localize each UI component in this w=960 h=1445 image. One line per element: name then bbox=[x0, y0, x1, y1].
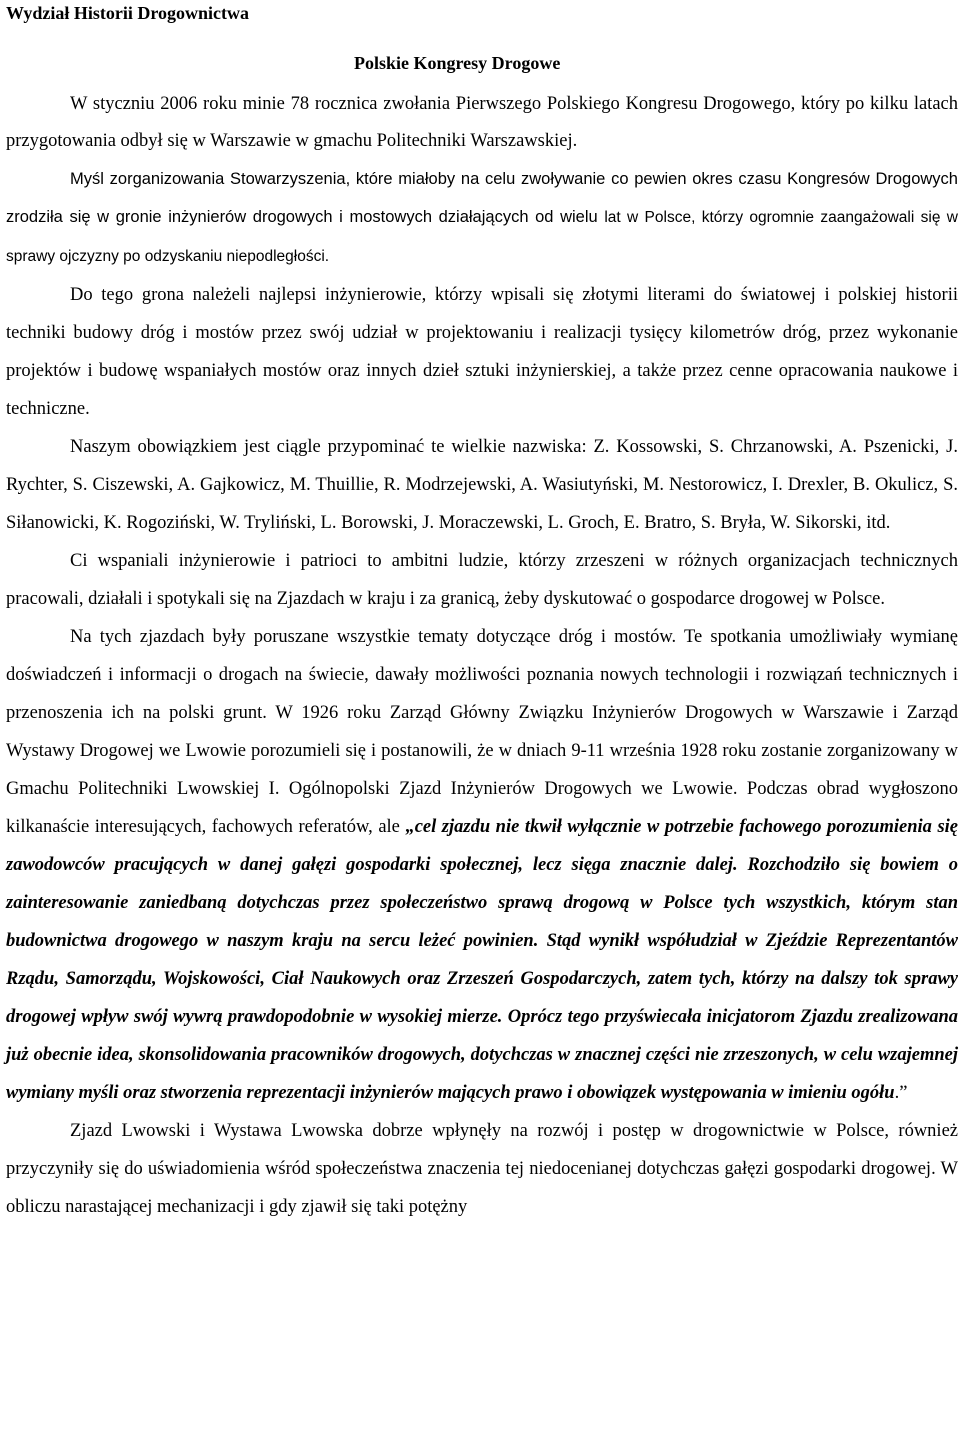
paragraph-congress-intro: Na tych zjazdach były poruszane wszystkie tematy dotyczące dróg i mostów. Te spotkania umożliwiały wymianę doświadczeń i informacji o drogach na świecie, dawały możliwości poznania nowych technologii i rozwiązań technicznych i przenoszenia ich na polski grunt. W 1926 roku Zarząd Główny Związku Inżynierów Drogowych w Warszawie i Zarząd Wystawy Drogowej we Lwowie porozumieli się i postanowili, że w dniach 9-11 września 1928 roku zostanie zorganizowany w Gmachu Politechniki Lwowskiej I. Ogólnopolski Zjazd Inżynierów Drogowych we Lwowie. Podczas obrad wygłoszono kilkanaście interesujących, fachowych referatów, ale bbox=[6, 627, 958, 837]
paragraph-association-idea bbox=[6, 160, 958, 276]
paragraph-association-idea-text: Myśl zorganizowania Stowarzyszenia, które miałoby na celu zwoływanie co pewien okres czasu Kongresów Drogowych zrodziła się w gronie inżynierów drogowych i mostowych działających od wielu bbox=[6, 170, 958, 226]
paragraph-congress bbox=[6, 618, 958, 1112]
paragraph-patriots: Ci wspaniali inżynierowie i patrioci to ambitni ludzie, którzy zrzeszeni w różnych organizacjach technicznych pracowali, działali i spotykali się na Zjazdach w kraju i za granicą, żeby dyskutować o gospodarce drogowej w Polsce. bbox=[6, 551, 958, 609]
article-title: Polskie Kongresy Drogowe bbox=[354, 53, 561, 73]
department-header: Wydział Historii Drogownictwa bbox=[6, 3, 249, 23]
congress-quote-end: .” bbox=[894, 1083, 908, 1103]
paragraph-anniversary: W styczniu 2006 roku minie 78 rocznica zwołania Pierwszego Polskiego Kongresu Drogowego, który po kilku latach przygotowania odbył się w Warszawie w gmachu Politechniki Warszawskiej. bbox=[6, 94, 958, 151]
paragraph-best-engineers: Do tego grona należeli najlepsi inżynierowie, którzy wpisali się złotymi literami do światowej i polskiej historii techniki budowy dróg i mostów przez swój udział w projektowaniu i realizacji tysięcy kilometrów dróg, przez wykonanie projektów i budowę wspaniałych mostów oraz innych dzieł sztuki inżynierskiej, a także przez cenne opracowania naukowe i techniczne. bbox=[6, 285, 958, 419]
paragraph-names: Naszym obowiązkiem jest ciągle przypominać te wielkie nazwiska: Z. Kossowski, S. Chrzanowski, A. Pszenicki, J. Rychter, S. Ciszewski, A. Gajkowicz, M. Thuillie, R. Modrzejewski, A. Wasiutyński, M. Nestorowicz, I. Drexler, B. Okulicz, S. Siłanowicki, K. Rogoziński, W. Tryliński, L. Borowski, J. Moraczewski, L. Groch, E. Bratro, S. Bryła, W. Sikorski, itd. bbox=[6, 437, 958, 533]
paragraph-lviv-congress: Zjazd Lwowski i Wystawa Lwowska dobrze wpłynęły na rozwój i postęp w drogownictwie w Polsce, również przyczyniły się do uświadomienia wśród społeczeństwa znaczenia tej niedocenianej dotychczas gałęzi gospodarki drogowej. W obliczu narastającej mechanizacji i gdy zjawił się taki potężny bbox=[6, 1121, 958, 1217]
paragraph-association-idea-end: lat w Polsce, którzy ogromnie zaangażowali się w sprawy ojczyzny po odzyskaniu niepodległości. bbox=[6, 209, 958, 265]
document-page bbox=[6, 0, 958, 1226]
congress-quote: „cel zjazdu nie tkwił wyłącznie w potrzebie fachowego porozumienia się zawodowców pracujących w danej gałęzi gospodarki społecznej, lecz sięga znacznie dalej. Rozchodziło się bowiem o zainteresowanie zaniedbaną dotychczas przez społeczeństwo sprawą drogową w Polsce tych wszystkich, którym stan budownictwa drogowego w naszym kraju na sercu leżeć powinien. Stąd wynikł współudział w Zjeździe Reprezentantów Rządu, Samorządu, Wojskowości, Ciał Naukowych oraz Zrzeszeń Gospodarczych, zatem tych, którzy na dalszy tok sprawy drogowej wpływ swój wywrą prawdopodobnie w wysokiej mierze. Oprócz tego przyświecała inicjatorom Zjazdu zrealizowana już obecnie idea, skonsolidowania pracowników drogowych, dotychczas w znacznej części nie zrzeszonych, w celu wzajemnej wymiany myśli oraz stworzenia reprezentacji inżynierów mających prawo i obowiązek występowania w imieniu ogółu bbox=[6, 817, 958, 1103]
